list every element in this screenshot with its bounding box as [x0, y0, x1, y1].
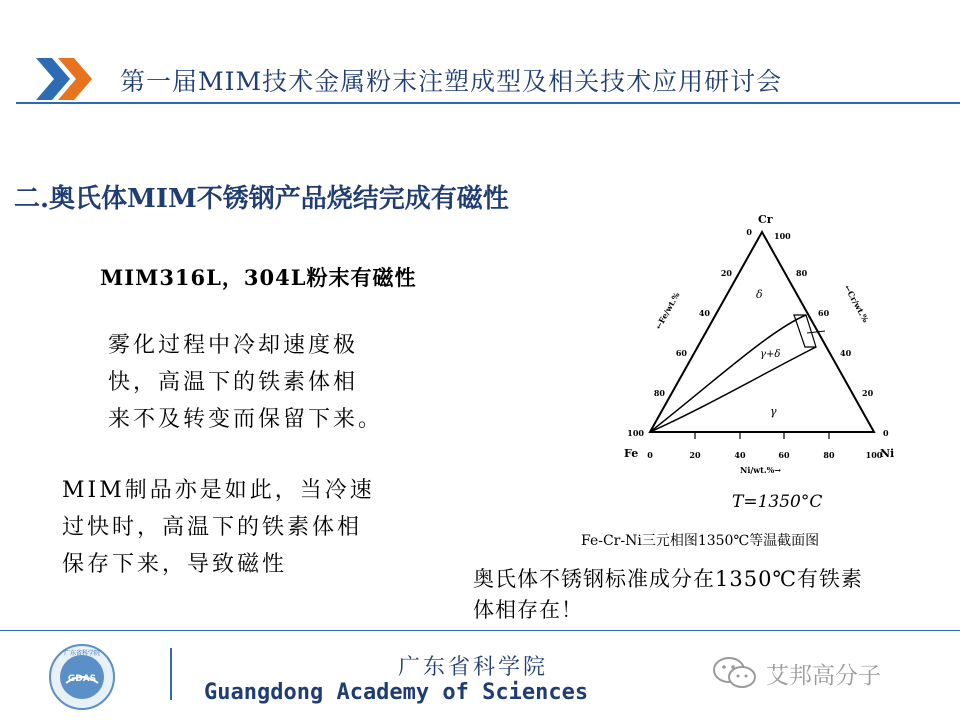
footer-divider: [0, 630, 960, 631]
wechat-account-name: 艾邦高分子: [766, 662, 881, 689]
right-tick: 20: [862, 388, 874, 398]
ternary-phase-diagram: [600, 205, 900, 515]
left-tick: 0: [746, 227, 752, 237]
right-tick: 0: [883, 428, 889, 438]
header-title: 第一届MIM技术金属粉末注塑成型及相关技术应用研讨会: [120, 67, 783, 96]
wechat-watermark: [712, 655, 881, 691]
vertex-label-fe: Fe: [624, 447, 639, 460]
right-tick: 100: [774, 231, 791, 241]
fe-axis-label: ←Fe/wt.%: [653, 290, 682, 331]
bottom-tick: 100: [865, 450, 883, 460]
diagram-triangle: [650, 232, 874, 432]
bottom-tick: 80: [823, 450, 835, 460]
delta-boundary: [650, 315, 806, 432]
bottom-tick: 60: [778, 450, 790, 460]
footer-vertical-divider: [170, 648, 172, 700]
note-line: 体相存在！: [473, 598, 583, 622]
note-line: 奥氏体不锈钢标准成分在1350℃有铁素: [473, 567, 863, 591]
bottom-tick: 40: [734, 450, 746, 460]
bottom-tick: 20: [689, 450, 701, 460]
org-name-cn: 广东省科学院: [398, 655, 549, 680]
cr-axis-label: ←Cr/wt.%: [842, 283, 871, 324]
atomization-paragraph: [108, 327, 383, 438]
phase-label-gamma-delta: γ+δ: [760, 349, 781, 360]
vertex-label-cr: Cr: [758, 213, 773, 226]
left-tick: 40: [698, 308, 710, 318]
right-tick: 80: [796, 268, 808, 278]
paragraph-line: MIM制品亦是如此，当冷速: [62, 478, 375, 503]
org-name-en: Guangdong Academy of Sciences: [204, 680, 589, 705]
right-tick: 60: [818, 308, 830, 318]
paragraph-line: 保存下来，导致磁性: [62, 552, 288, 577]
paragraph-line: 快，高温下的铁素体相: [108, 370, 359, 395]
logo-ring-text: 广东省科学院: [63, 650, 101, 657]
powder-magnetism-line: MIM316L，304L粉末有磁性: [100, 265, 417, 290]
left-tick: 100: [627, 428, 644, 438]
diagram-caption: Fe-Cr-Ni三元相图1350℃等温截面图: [581, 533, 820, 549]
diagram-note: [473, 564, 863, 626]
left-tick: 20: [720, 268, 732, 278]
header-divider: [16, 102, 960, 104]
phase-label-gamma: γ: [770, 405, 777, 418]
paragraph-line: 过快时，高温下的铁素体相: [62, 515, 363, 540]
paragraph-line: 雾化过程中冷却速度极: [108, 333, 359, 358]
logo-text: GDAS: [67, 674, 97, 684]
left-tick: 80: [653, 388, 665, 398]
paragraph-line: 来不及转变而保留下来。: [108, 407, 384, 432]
mim-product-paragraph: [62, 472, 375, 583]
gdas-logo-icon: [44, 643, 120, 711]
bottom-tick: 0: [647, 450, 653, 460]
wechat-icon: [712, 655, 758, 691]
ni-axis-label: Ni/wt.%→: [740, 465, 781, 475]
header-chevron-icon: [36, 56, 106, 102]
section-title: 二.奥氏体MIM不锈钢产品烧结完成有磁性: [14, 184, 509, 214]
temperature-label: T=1350°C: [732, 492, 823, 512]
left-tick: 60: [675, 348, 687, 358]
vertex-label-ni: Ni: [880, 447, 895, 460]
right-tick: 40: [840, 348, 852, 358]
phase-label-delta: δ: [756, 288, 763, 301]
